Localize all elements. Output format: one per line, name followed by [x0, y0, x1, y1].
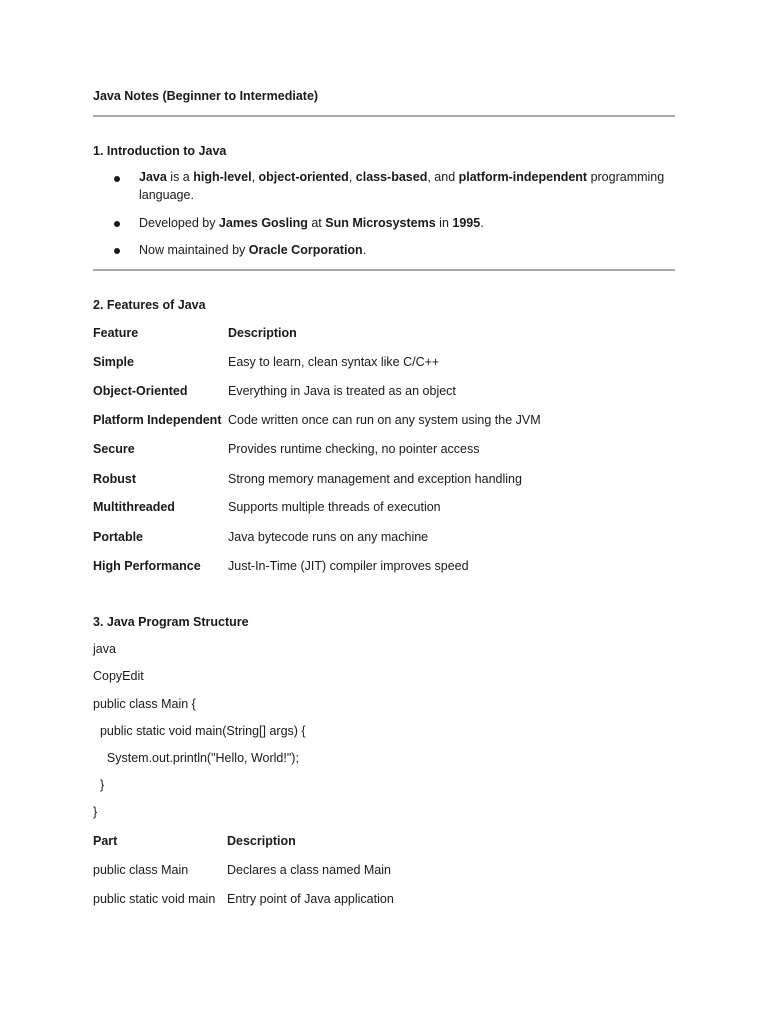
table-cell-description: Easy to learn, clean syntax like C/C++ [228, 355, 440, 369]
table-cell-description: Code written once can run on any system using the JVM [228, 413, 541, 427]
table-cell-feature: Secure [93, 442, 135, 456]
section-heading-program-structure: 3. Java Program Structure [93, 615, 249, 629]
table-cell-feature: Simple [93, 355, 134, 369]
table-cell-feature: Portable [93, 530, 144, 544]
table-cell-description: Provides runtime checking, no pointer access [228, 442, 480, 456]
table-header-part: Part [93, 834, 118, 848]
divider [93, 115, 675, 117]
code-line: System.out.println("Hello, World!"); [93, 751, 299, 765]
list-item-text [139, 168, 675, 204]
term-platform-independent: platform-independent [458, 170, 588, 184]
table-cell-part: public static void main [93, 892, 216, 906]
table-cell-description: Entry point of Java application [227, 892, 394, 906]
text-run: in [435, 216, 453, 230]
section-heading-introduction: 1. Introduction to Java [93, 144, 227, 158]
table-cell-description: Just-In-Time (JIT) compiler improves speed [228, 559, 469, 573]
text-run: programming language. [139, 170, 665, 202]
code-language-label: java [93, 642, 116, 656]
text-run: . [480, 216, 484, 230]
table-header-feature: Feature [93, 326, 139, 340]
term-object-oriented: object-oriented [258, 170, 349, 184]
list-item-text [139, 214, 675, 232]
table-header-description: Description [228, 326, 297, 340]
text-run: , [348, 170, 356, 184]
bullet-icon [114, 176, 120, 182]
code-line: } [93, 805, 98, 819]
table-cell-feature: Platform Independent [93, 413, 222, 427]
code-line: public class Main { [93, 697, 196, 711]
text-run: , [251, 170, 259, 184]
term-high-level: high-level [193, 170, 252, 184]
term-sun-microsystems: Sun Microsystems [325, 216, 436, 230]
bullet-icon [114, 221, 120, 227]
table-cell-feature: Object-Oriented [93, 384, 188, 398]
term-james-gosling: James Gosling [218, 216, 308, 230]
term-class-based: class-based [355, 170, 428, 184]
table-cell-feature: Multithreaded [93, 500, 175, 514]
list-item-text [139, 241, 675, 259]
table-header-description: Description [227, 834, 296, 848]
table-cell-description: Declares a class named Main [227, 863, 391, 877]
divider [93, 269, 675, 271]
table-cell-description: Supports multiple threads of execution [228, 500, 441, 514]
term-oracle: Oracle Corporation [248, 243, 363, 257]
copy-edit-label: CopyEdit [93, 669, 144, 683]
document-title: Java Notes (Beginner to Intermediate) [93, 89, 319, 103]
term-year: 1995 [452, 216, 481, 230]
table-cell-feature: High Performance [93, 559, 201, 573]
code-line: } [93, 778, 105, 792]
table-cell-part: public class Main [93, 863, 189, 877]
section-heading-features: 2. Features of Java [93, 298, 206, 312]
table-cell-description: Java bytecode runs on any machine [228, 530, 429, 544]
table-cell-feature: Robust [93, 472, 137, 486]
bullet-icon [114, 248, 120, 254]
text-run: at [307, 216, 326, 230]
term-java: Java [139, 170, 167, 184]
text-run: . [362, 243, 367, 257]
table-cell-description: Strong memory management and exception handling [228, 472, 522, 486]
text-run: , and [427, 170, 459, 184]
table-cell-description: Everything in Java is treated as an object [228, 384, 456, 398]
text-run: is a [166, 170, 194, 184]
text-run: Now maintained by [139, 243, 249, 257]
text-run: Developed by [139, 216, 219, 230]
code-line: public static void main(String[] args) { [93, 724, 306, 738]
